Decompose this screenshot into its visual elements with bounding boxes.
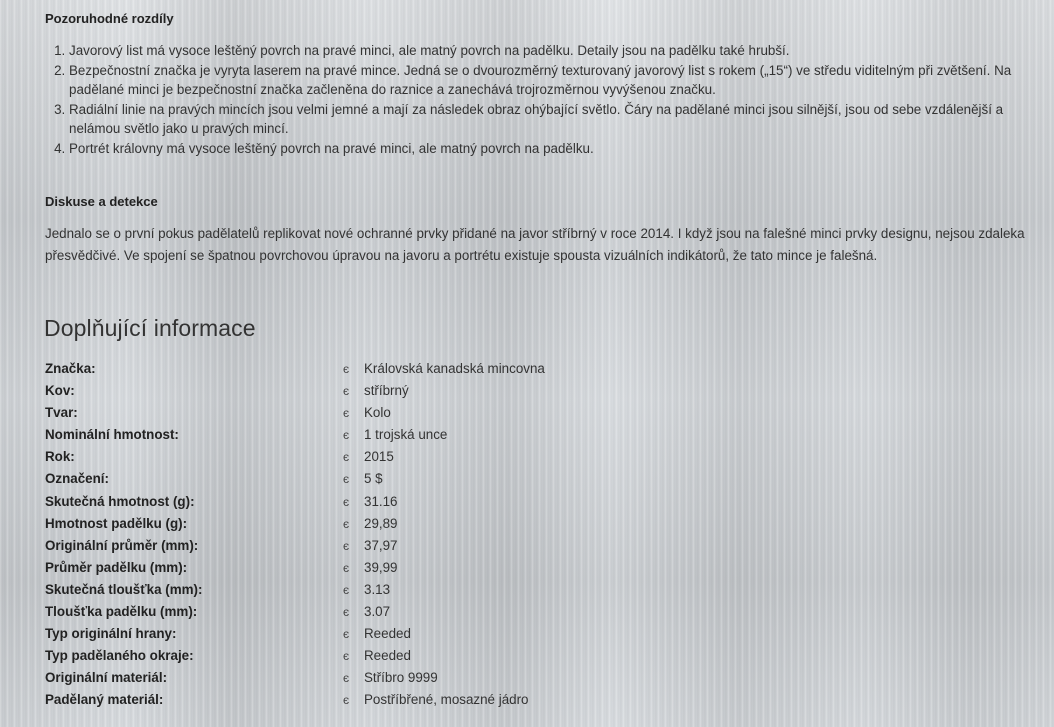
attribute-row (45, 579, 745, 601)
attribute-row (45, 424, 745, 446)
attribute-label: Hmotnost padělku (g): (45, 515, 188, 531)
attribute-row (45, 645, 745, 667)
list-item: 4. Portrét královny má vysoce leštěný povrch na pravé minci, ale matný povrch na padělku. (69, 139, 1054, 159)
attribute-separator: є (343, 560, 350, 575)
list-item: 2. Bezpečnostní značka je vyryta laserem na pravé mince. Jedná se o dvourozměrný texturovaný javorový list s rokem („15“) ve středu viditelným při zvětšení. Na padělané minci je bezpečnostní značka začleněna do raznice a zanechává trojrozměrnou vyvýšenou značku. (69, 61, 1054, 100)
attribute-label: Průměr padělku (mm): (45, 559, 188, 575)
attribute-label: Označení: (45, 471, 109, 487)
attribute-value: 31.16 (364, 493, 398, 509)
attribute-row (45, 446, 745, 468)
attribute-separator: є (343, 472, 350, 487)
attribute-label: Originální průměr (mm): (45, 537, 199, 553)
attribute-row (45, 491, 745, 513)
attribute-label: Typ originální hrany: (45, 626, 177, 642)
list-item: 3. Radiální linie na pravých mincích jsou velmi jemné a mají za následek obraz ohýbající světlo. Čáry na padělané minci jsou silnější, jsou od sebe vzdálenější a nelámou světlo jako u pravých mincí. (69, 100, 1054, 139)
attribute-separator: є (343, 494, 350, 509)
attribute-label: Rok: (45, 449, 75, 465)
attribute-row (45, 380, 745, 402)
attribute-separator: є (343, 450, 350, 465)
attribute-row (45, 623, 745, 645)
attribute-value: Reeded (364, 648, 411, 664)
differences-list (45, 41, 1054, 158)
attribute-separator: є (343, 428, 350, 443)
attribute-label: Padělaný materiál: (45, 692, 164, 708)
attribute-separator: є (343, 605, 350, 620)
attribute-value: Kolo (364, 405, 391, 421)
attribute-value: 29,89 (364, 515, 398, 531)
attribute-value: 2015 (364, 449, 394, 465)
attribute-separator: є (343, 693, 350, 708)
attribute-label: Tloušťka padělku (mm): (45, 604, 198, 620)
attribute-value: Královská kanadská mincovna (364, 361, 545, 376)
attribute-label: Typ padělaného okraje: (45, 648, 194, 664)
attribute-label: Skutečná hmotnost (g): (45, 493, 195, 509)
attribute-value: 1 trojská unce (364, 427, 448, 443)
attribute-label: Skutečná tloušťka (mm): (45, 581, 203, 597)
attribute-separator: є (343, 627, 350, 642)
attribute-value: Reeded (364, 626, 411, 642)
attribute-value: 3.07 (364, 604, 391, 620)
attribute-value: Postříbřené, mosazné jádro (364, 692, 529, 708)
attribute-label: Nominální hmotnost: (45, 427, 179, 443)
attribute-label: Kov: (45, 383, 75, 399)
attribute-label: Tvar: (45, 405, 78, 421)
attribute-row (45, 468, 745, 490)
attribute-separator: є (343, 516, 350, 531)
attribute-row (45, 667, 745, 689)
discussion-heading: Diskuse a detekce (45, 194, 158, 209)
attribute-value: 3.13 (364, 581, 391, 597)
attribute-separator: є (343, 538, 350, 553)
attribute-separator: є (343, 649, 350, 664)
attribute-row (45, 689, 745, 711)
attribute-separator: є (343, 406, 350, 421)
attribute-value: 37,97 (364, 537, 398, 553)
attribute-separator: є (343, 582, 350, 597)
attribute-row (45, 557, 745, 579)
attribute-row (45, 402, 745, 424)
attribute-value: 39,99 (364, 559, 398, 575)
attribute-separator: є (343, 671, 350, 686)
attribute-label: Značka: (45, 361, 96, 376)
attribute-separator: є (343, 384, 350, 399)
attribute-separator: є (343, 362, 350, 376)
attribute-row (45, 358, 745, 380)
attribute-value: stříbrný (364, 383, 409, 399)
attribute-value: 5 $ (364, 471, 383, 487)
attributes-table (45, 358, 745, 712)
discussion-paragraph: Jednalo se o první pokus padělatelů replikovat nové ochranné prvky přidané na javor stříbrný v roce 2014. I když jsou na falešné minci prvky designu, nejsou zdaleka přesvědčivé. Ve spojení se špatnou povrchovou úpravou na javoru a portrétu existuje spousta vizuálních indikátorů, že tato mince je falešná. (45, 226, 1025, 263)
attribute-value: Stříbro 9999 (364, 670, 438, 686)
attribute-row (45, 601, 745, 623)
list-item: 1. Javorový list má vysoce leštěný povrch na pravé minci, ale matný povrch na padělku. Detaily jsou na padělku také hrubší. (69, 41, 1054, 61)
attribute-row (45, 513, 745, 535)
additional-info-heading: Doplňující informace (44, 315, 256, 341)
differences-heading: Pozoruhodné rozdíly (45, 11, 174, 26)
attribute-row (45, 535, 745, 557)
attribute-label: Originální materiál: (45, 670, 168, 686)
